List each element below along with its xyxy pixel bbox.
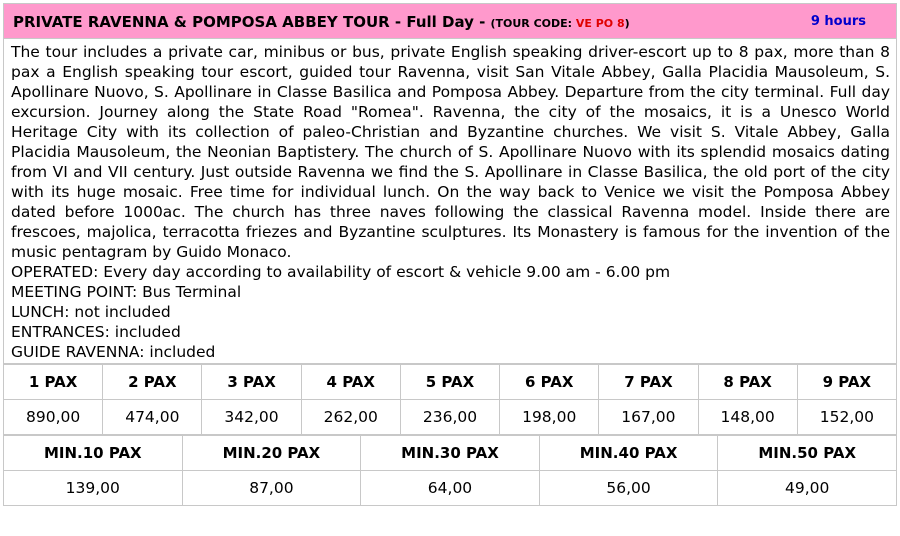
group-price-header: MIN.30 PAX — [361, 436, 540, 471]
tour-title: PRIVATE RAVENNA & POMPOSA ABBEY TOUR - Full Day - — [13, 12, 486, 31]
price-header-row — [4, 365, 897, 400]
group-price-header: MIN.20 PAX — [182, 436, 361, 471]
info-meeting-point: MEETING POINT: Bus Terminal — [11, 283, 242, 301]
tour-description: The tour includes a private car, minibus or bus, private English speaking driver-escort up to 8 pax, more than 8 pax a English speaking tour escort, guided tour Ravenna, visit San Vitale Abbey, Galla Placidia Mausoleum, S. Apollinare Nuovo, S. Apollinare in Classe Basilica and Pomposa Abbey. Departure from the city terminal. Full day excursion. Journey along the State Road "Romea". Ravenna, the city of the mosaics, it is a Unesco World Heritage City with its collection of paleo-Christian and Byzantine churches. We visit S. Vitale Abbey, Galla Placidia Mausoleum, the Neonian Baptistery. The church of S. Apollinare Nuovo with its splendid mosaics dating from VI and VII century. Just outside Ravenna we find the S. Apollinare in Classe Basilica, the old port of the city with its huge mosaic. Free time for individual lunch. On the way back to Venice we visit the Pomposa Abbey dated before 1000ac. The church has three naves following the classical Ravenna model. Inside there are frescoes, majolica, terracotta friezes and Byzantine sculptures. Its Monastery is famous for the invention of the music pentagram by Guido Monaco. — [11, 43, 890, 261]
group-price-header: MIN.50 PAX — [718, 436, 897, 471]
price-header: 8 PAX — [698, 365, 797, 400]
price-value: 262,00 — [301, 400, 400, 435]
price-table-large-groups — [3, 435, 897, 506]
tour-code-prefix: (TOUR CODE: — [490, 16, 576, 30]
price-value-row — [4, 400, 897, 435]
price-value: 148,00 — [698, 400, 797, 435]
price-header: 7 PAX — [599, 365, 698, 400]
group-price-value: 64,00 — [361, 471, 540, 506]
price-header: 5 PAX — [400, 365, 499, 400]
tour-code: VE PO 8 — [575, 16, 625, 30]
group-price-value: 87,00 — [182, 471, 361, 506]
group-header-row — [4, 436, 897, 471]
price-header: 4 PAX — [301, 365, 400, 400]
info-operated: OPERATED: Every day according to availability of escort & vehicle 9.00 am - 6.00 pm — [11, 263, 671, 281]
price-table-small-groups — [3, 364, 897, 435]
price-header: 2 PAX — [103, 365, 202, 400]
info-guide: GUIDE RAVENNA: included — [11, 343, 216, 361]
price-value: 474,00 — [103, 400, 202, 435]
price-value: 167,00 — [599, 400, 698, 435]
group-price-header: MIN.40 PAX — [539, 436, 718, 471]
price-value: 342,00 — [202, 400, 301, 435]
tour-description-cell — [4, 39, 897, 364]
price-header: 6 PAX — [500, 365, 599, 400]
price-value: 236,00 — [400, 400, 499, 435]
group-price-header: MIN.10 PAX — [4, 436, 183, 471]
tour-duration: 9 hours — [810, 13, 866, 29]
tour-table — [3, 3, 897, 364]
info-entrances: ENTRANCES: included — [11, 323, 181, 341]
group-price-value: 49,00 — [718, 471, 897, 506]
tour-header — [4, 4, 897, 39]
price-header: 3 PAX — [202, 365, 301, 400]
price-header: 9 PAX — [797, 365, 896, 400]
group-price-value: 56,00 — [539, 471, 718, 506]
price-value: 198,00 — [500, 400, 599, 435]
price-value: 890,00 — [4, 400, 103, 435]
info-lunch: LUNCH: not included — [11, 303, 171, 321]
tour-card — [3, 3, 897, 533]
price-value: 152,00 — [797, 400, 896, 435]
group-price-value: 139,00 — [4, 471, 183, 506]
group-value-row — [4, 471, 897, 506]
tour-code-suffix: ) — [624, 16, 630, 30]
price-header: 1 PAX — [4, 365, 103, 400]
